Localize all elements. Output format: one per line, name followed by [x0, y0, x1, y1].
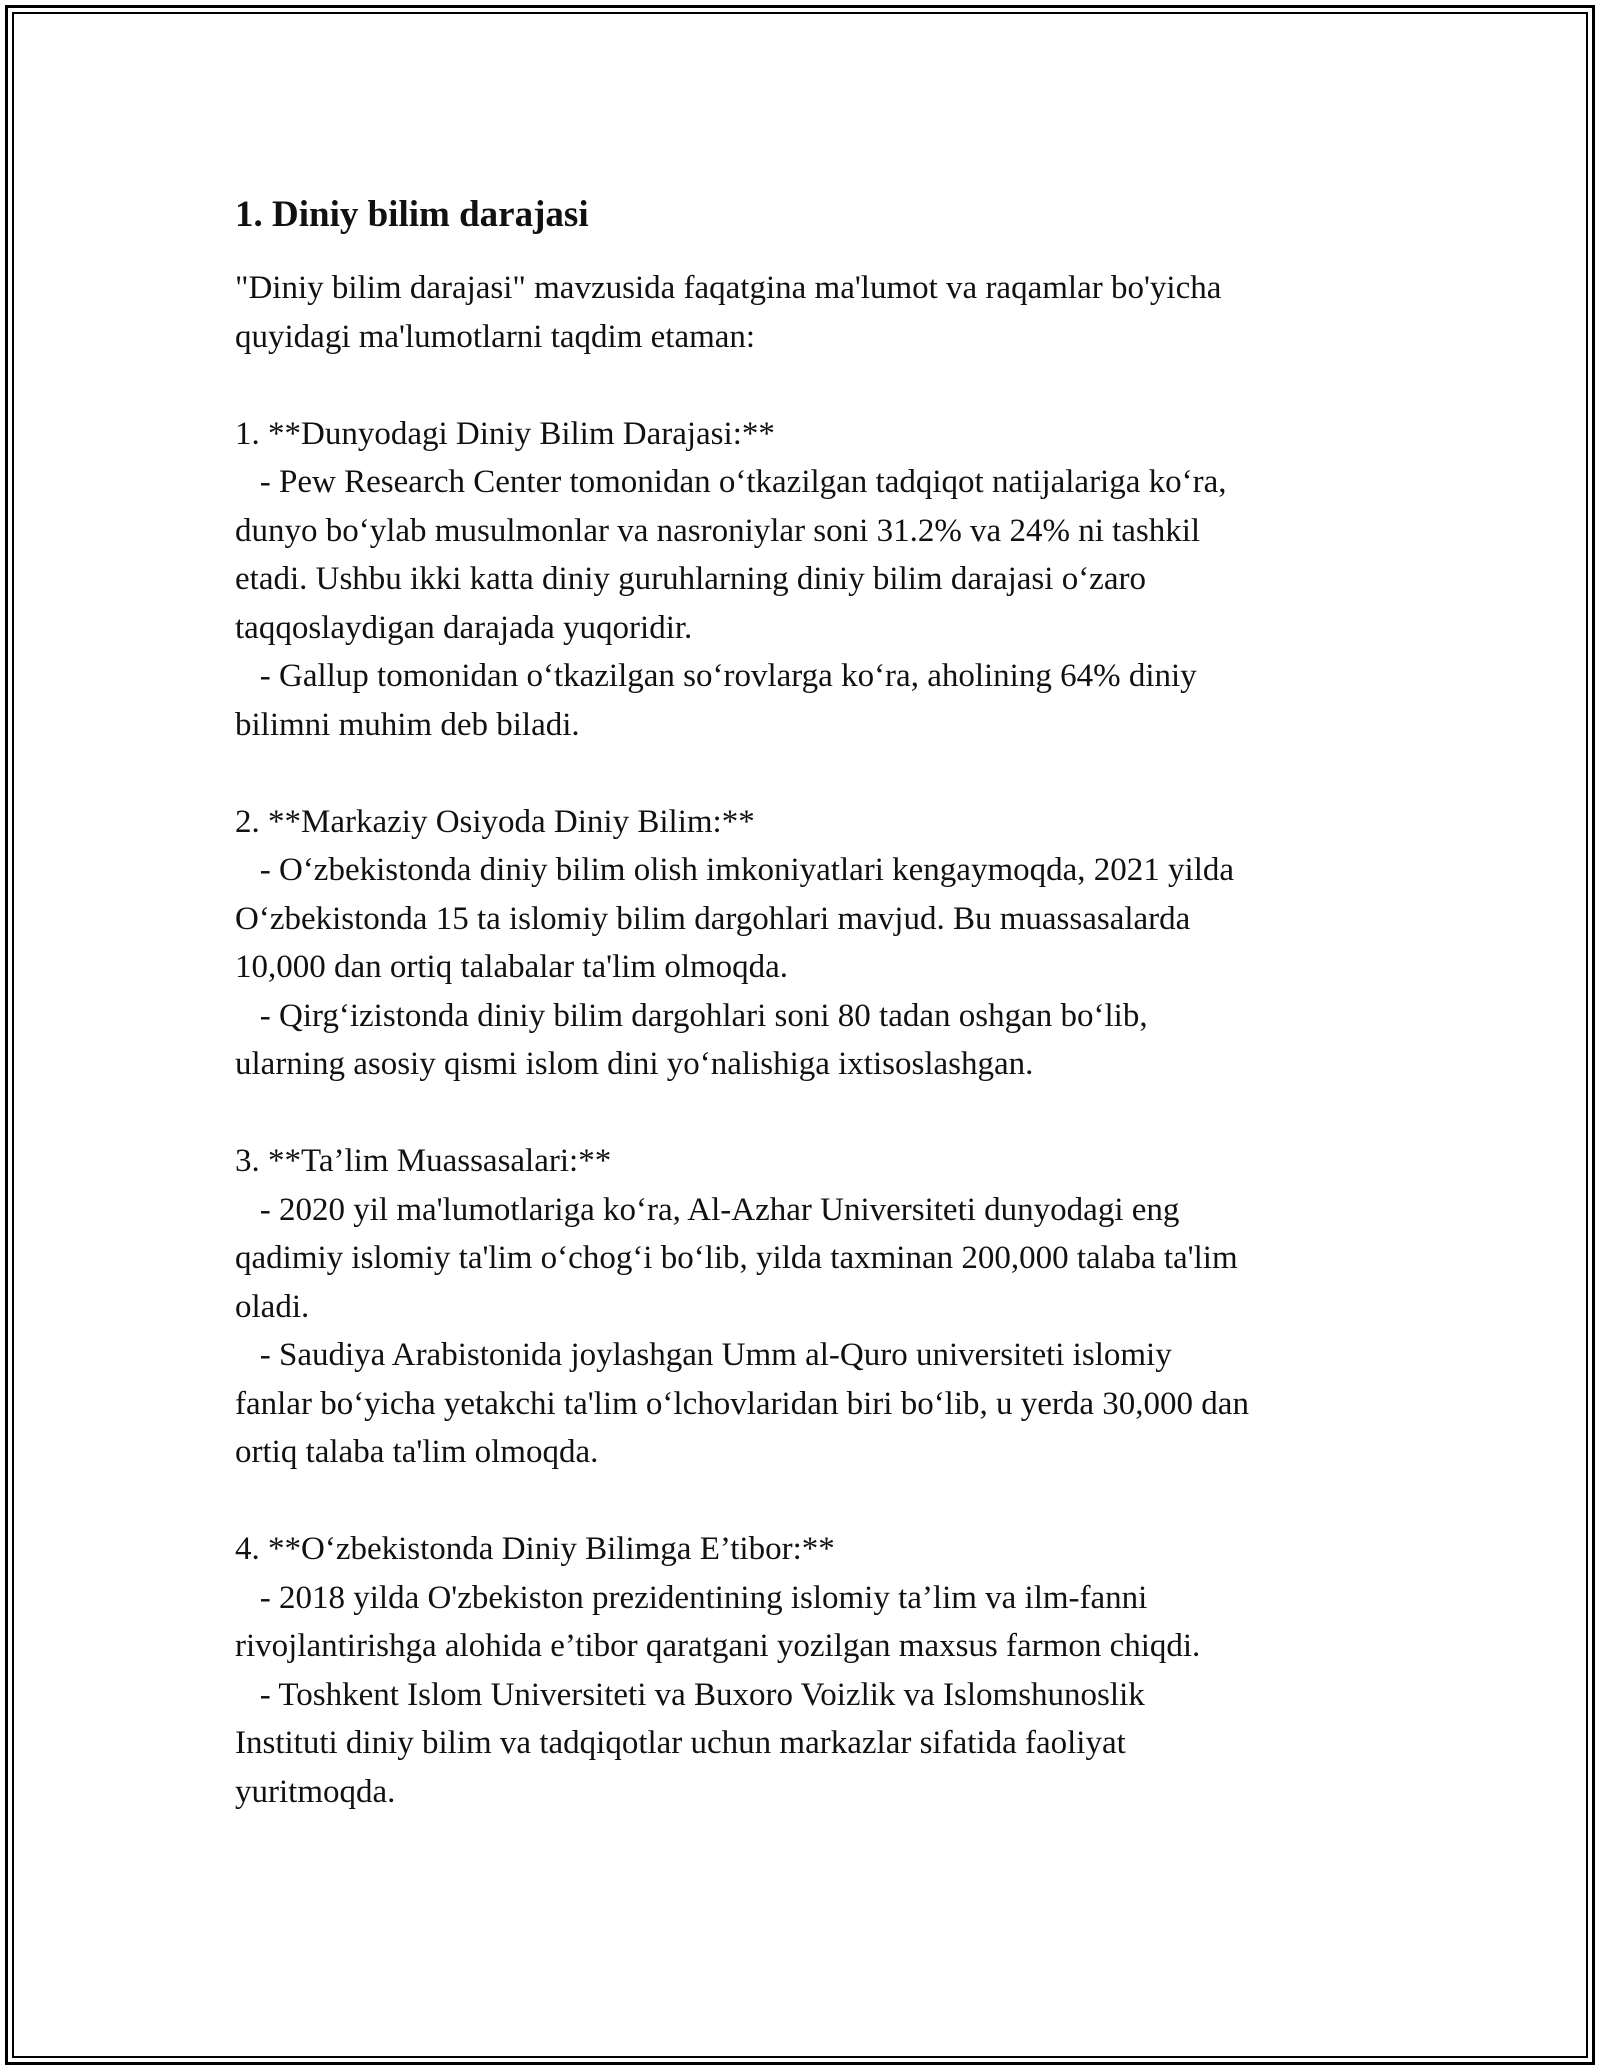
document-body: "Diniy bilim darajasi" mavzusida faqatgina ma'lumot va raqamlar bo'yicha quyidagi ma'lumotlarni taqdim etaman: 1. **Dunyodagi Diniy Bilim Darajasi:** - Pew Research Center tomonidan o‘tkazilgan tadqiqot natijalariga ko‘ra, dunyo bo‘ylab musulmonlar va nasroniylar soni 31.2% va 24% ni tashkil etadi. Ushbu ikki katta diniy guruhlarning diniy bilim darajasi o‘zaro taqqoslaydigan darajada yuqoridir. - Gallup tomonidan o‘tkazilgan so‘rovlarga ko‘ra, aholining 64% diniy bilimni muhim deb biladi. 2. **Markaziy Osiyoda Diniy Bilim:** - O‘zbekistonda diniy bilim olish imkoniyatlari kengaymoqda, 2021 yilda O‘zbekistonda 15 ta islomiy bilim dargohlari mavjud. Bu muassasalarda 10,000 dan ortiq talabalar ta'lim olmoqda. - Qirg‘izistonda diniy bilim dargohlari soni 80 tadan oshgan bo‘lib, ularning asosiy qismi islom dini yo‘nalishiga ixtisoslashgan. 3. **Ta’lim Muassasalari:** - 2020 yil ma'lumotlariga ko‘ra, Al-Azhar Universiteti dunyodagi eng qadimiy islomiy ta'lim o‘chog‘i bo‘lib, yilda taxminan 200,000 talaba ta'lim oladi. - Saudiya Arabistonida joylashgan Umm al-Quro universiteti islomiy fanlar bo‘yicha yetakchi ta'lim o‘lchovlaridan biri bo‘lib, u yerda 30,000 dan ortiq talaba ta'lim olmoqda. 4. **O‘zbekistonda Diniy Bilimga E’tibor:** - 2018 yilda O'zbekiston prezidentining islomiy ta’lim va ilm-fanni rivojlantirishga alohida e’tibor qaratgani yozilgan maxsus farmon chiqdi. - Toshkent Islom Universiteti va Buxoro Voizlik va Islomshunoslik Instituti diniy bilim va tadqiqotlar uchun markazlar sifatida faoliyat yuritmoqda. [235, 270, 1249, 1810]
document-title: 1. Diniy bilim darajasi [235, 194, 589, 235]
document-page [235, 180, 1385, 1816]
